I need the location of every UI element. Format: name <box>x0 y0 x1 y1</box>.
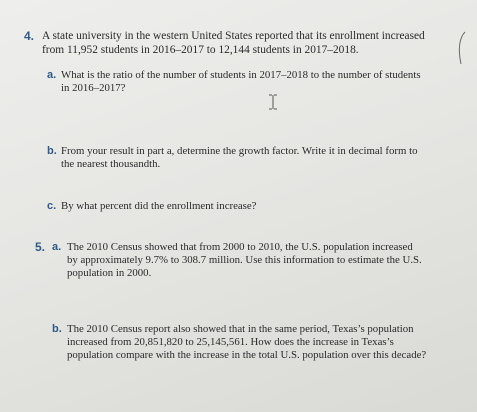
question-5-number: 5. <box>35 240 46 254</box>
text-cursor-icon <box>268 94 278 110</box>
question-4b-line1: From your result in part a, determine the growth factor. Write it in decimal form to <box>61 145 418 157</box>
question-5a-line3: population in 2000. <box>67 267 152 279</box>
question-4b-line2: the nearest thousandth. <box>61 158 161 170</box>
question-4c-line1: By what percent did the enrollment increase? <box>61 200 257 212</box>
question-4b-letter: b. <box>47 145 57 157</box>
question-4a-line1: What is the ratio of the number of students in 2017–2018 to the number of students <box>61 69 421 81</box>
question-5a-line2: by approximately 9.7% to 308.7 million. Use this information to estimate the U.S. <box>67 254 422 266</box>
question-4-number: 4. <box>24 29 35 43</box>
question-5b-line2: increased from 20,851,820 to 25,145,561. How does the increase in Texas’s <box>67 336 394 348</box>
question-4a-line2: in 2016–2017? <box>61 82 126 94</box>
question-4-stem-line2: from 11,952 students in 2016–2017 to 12,144 students in 2017–2018. <box>42 44 359 56</box>
question-4c-letter: c. <box>47 200 57 212</box>
question-5a-letter: a. <box>52 241 62 253</box>
question-5b-line1: The 2010 Census report also showed that in the same period, Texas’s population <box>67 323 414 335</box>
question-5b-line3: population compare with the increase in the total U.S. population over this decade? <box>67 349 427 361</box>
question-4a-letter: a. <box>47 69 57 81</box>
question-5a-line1: The 2010 Census showed that from 2000 to 2010, the U.S. population increased <box>67 241 413 253</box>
pen-mark-icon <box>455 30 469 66</box>
question-4-stem-line1: A state university in the western United States reported that its enrollment increased <box>42 30 425 42</box>
question-5b-letter: b. <box>52 323 62 335</box>
